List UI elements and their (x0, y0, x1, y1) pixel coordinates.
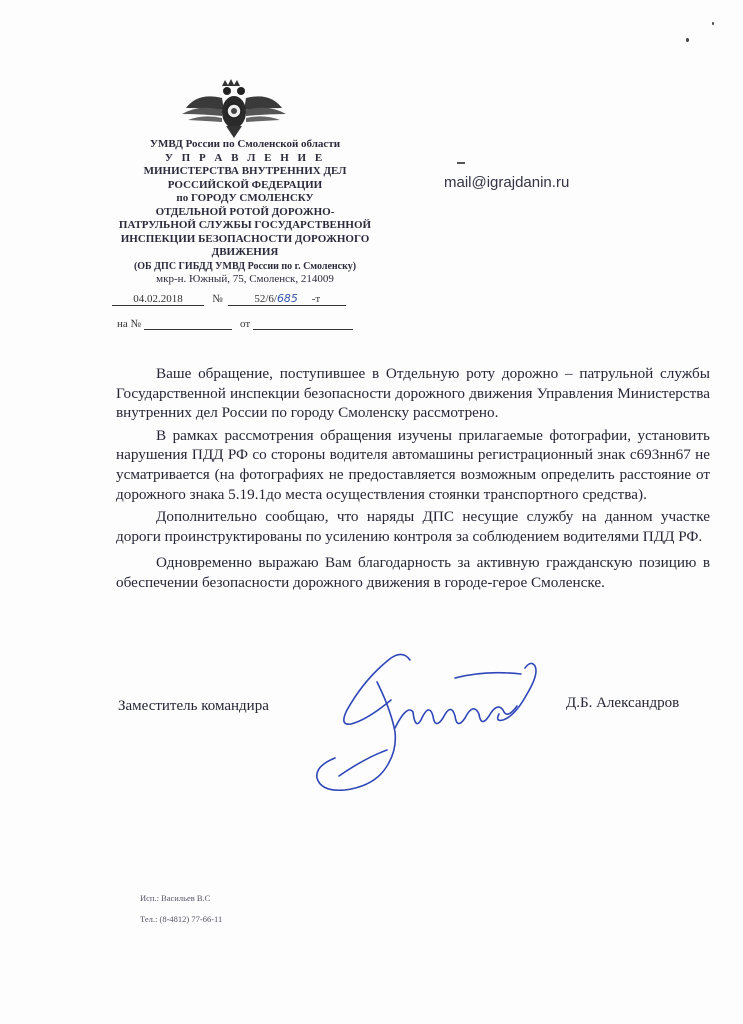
signatory-name: Д.Б. Александров (566, 695, 680, 711)
paragraph: В рамках рассмотрения обращения изучены прилагаемые фотографии, установить нарушения ПДД РФ со стороны водителя автомашины регистрационный знак с693нн67 не усматривается (на фотографиях не предоставляется возможным определить расстояние от дорожного знака 5.19.1до места осуществления стоянки транспортного средства). (116, 426, 710, 503)
scan-speck (686, 38, 689, 42)
header-line: ИНСПЕКЦИИ БЕЗОПАСНОСТИ ДОРОЖНОГО (120, 232, 370, 245)
recipient-email: mail@igrajdanin.ru (444, 174, 570, 191)
number-suffix: -т (311, 293, 321, 305)
paragraph: Одновременно выражаю Вам благодарность за активную гражданскую позицию в обеспечении безопасности дорожного движения в городе-герое Смоленске. (116, 554, 710, 591)
registration-date: 04.02.2018 (112, 293, 204, 306)
header-line: МИНИСТЕРСТВА ВНУТРЕННИХ ДЕЛ (143, 165, 347, 177)
eagle-emblem-icon (178, 78, 290, 140)
number-handwritten: 685 (276, 292, 298, 305)
number-label: № (212, 293, 223, 305)
registration-line (112, 292, 346, 306)
paragraph: Дополнительно сообщаю, что наряды ДПС несущие службу на данном участке дороги проинструктированы по усилению контроля за соблюдением водителями ПДД РФ. (116, 508, 710, 545)
paragraph: Ваше обращение, поступившее в Отдельную роту дорожно – патрульной службы Государственной инспекции безопасности дорожного движения Управления Министерства внутренних дел России по городу Смоленску рассмотрено. (116, 365, 710, 422)
mark (457, 162, 465, 164)
header-line: по ГОРОДУ СМОЛЕНСКУ (176, 192, 314, 204)
signatory-position: Заместитель командира (118, 698, 269, 714)
header-line: У П Р А В Л Е Н И Е (164, 151, 326, 164)
header-line: РОССИЙСКОЙ ФЕДЕРАЦИИ (167, 178, 323, 191)
organization-header (100, 138, 390, 287)
registration-number (228, 292, 346, 306)
footer (140, 888, 222, 930)
header-line: ПАТРУЛЬНОЙ СЛУЖБЫ ГОСУДАРСТВЕННОЙ (118, 219, 372, 231)
reference-from-label: от (240, 318, 251, 330)
header-address: мкр-н. Южный, 75, Смоленск, 214009 (156, 273, 334, 285)
header-line: УМВД России по Смоленской области (149, 138, 341, 150)
number-prefix: 52/6/ (254, 293, 277, 305)
reference-on-label: на № (117, 318, 142, 330)
reference-line (117, 318, 353, 330)
scan-speck (712, 22, 714, 25)
reference-number-blank (144, 319, 232, 330)
header-line: (ОБ ДПС ГИБДД УМВД России по г. Смоленску) (133, 260, 357, 272)
handwritten-signature (295, 640, 565, 800)
reference-date-blank (253, 319, 353, 330)
phone: Тел.: (8-4812) 77-66-11 (140, 914, 223, 924)
header-line: ДВИЖЕНИЯ (211, 246, 279, 258)
header-line: ОТДЕЛЬНОЙ РОТОЙ ДОРОЖНО- (155, 205, 335, 218)
executor: Исп.: Васильев В.С (140, 893, 211, 903)
letter-body (116, 364, 710, 593)
